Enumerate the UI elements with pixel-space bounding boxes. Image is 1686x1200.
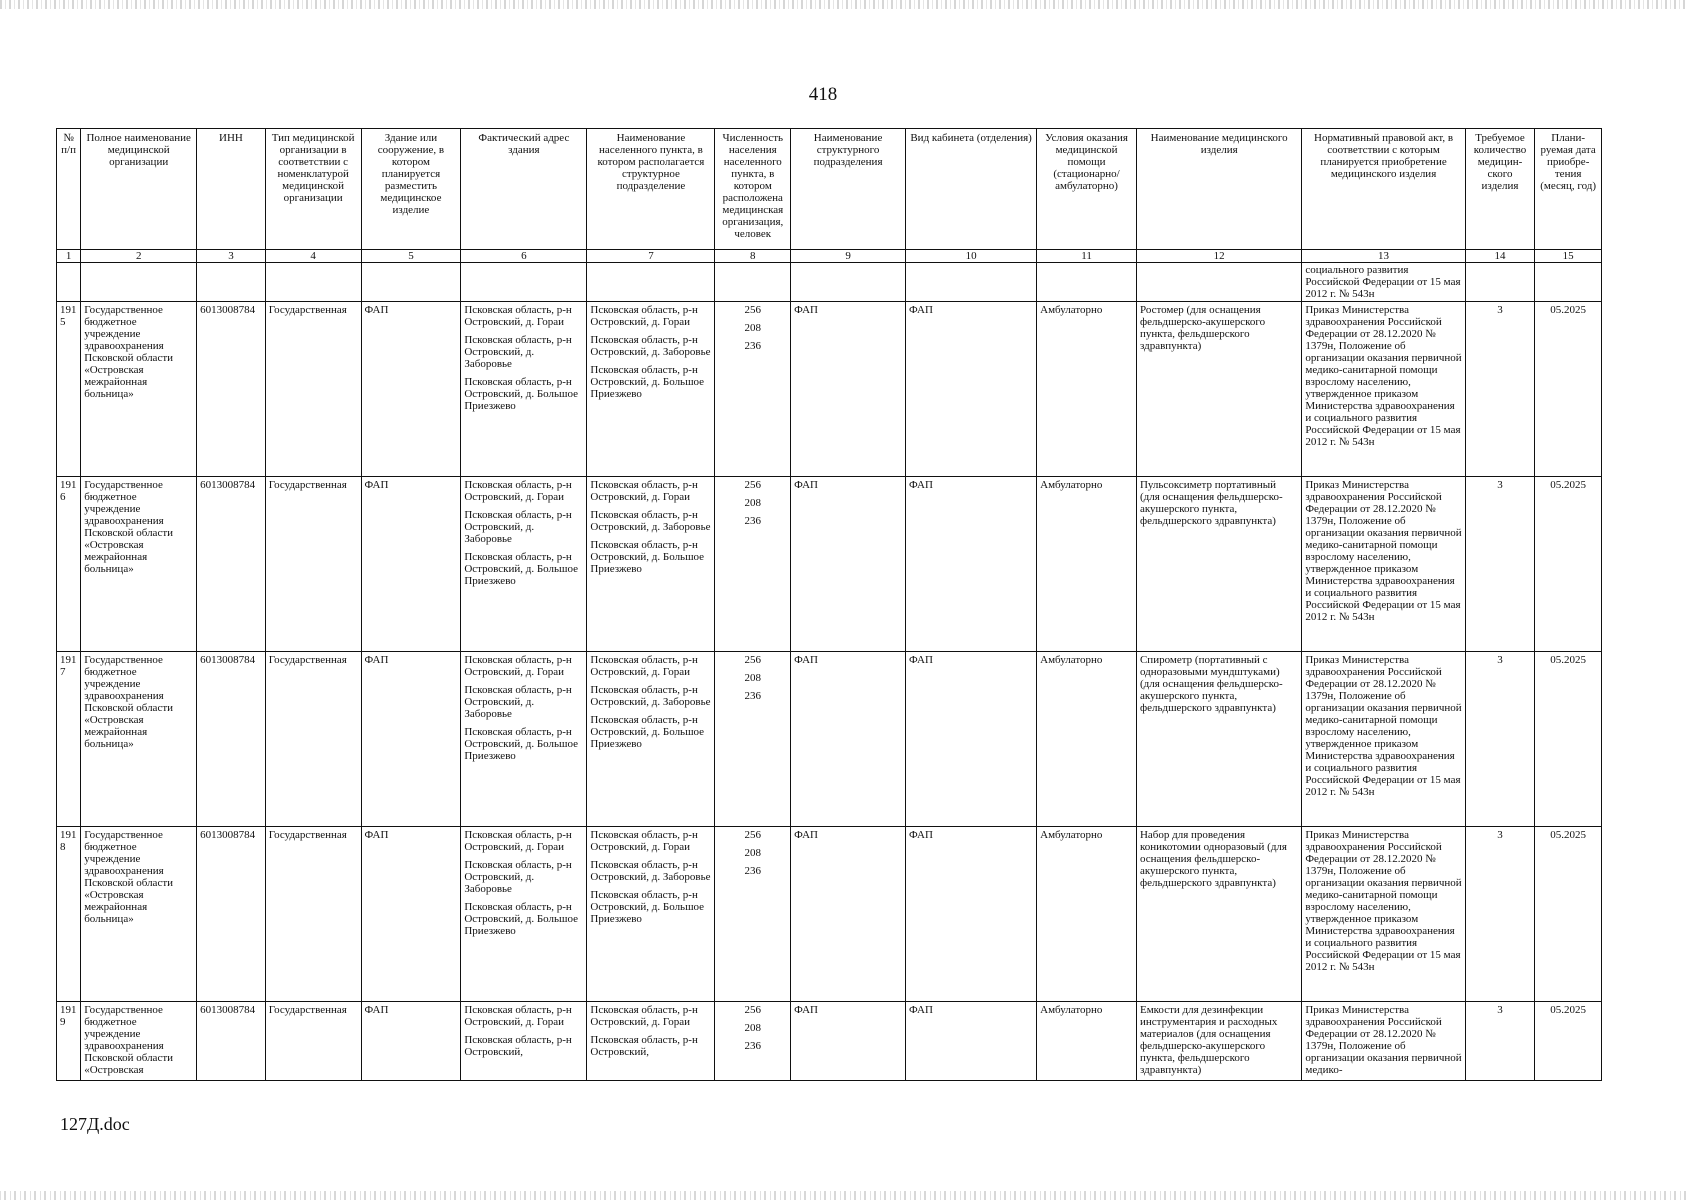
column-number: 3	[197, 250, 266, 263]
column-number: 14	[1465, 250, 1535, 263]
column-number: 10	[906, 250, 1037, 263]
purchase-date: 05.2025	[1535, 477, 1602, 652]
column-number: 2	[81, 250, 197, 263]
population: 256	[744, 654, 762, 666]
footer-filename: 127Д.doc	[60, 1114, 130, 1134]
population: 256	[744, 829, 762, 841]
inn: 6013008784	[197, 652, 266, 827]
column-number: 12	[1136, 250, 1301, 263]
table-row	[57, 302, 1602, 477]
header-cell: Плани-руемая дата приобре-тения (месяц, год)	[1535, 129, 1602, 250]
scan-edge-top	[0, 0, 1686, 9]
population-cell	[715, 477, 791, 652]
population: 208	[744, 497, 762, 509]
purchase-date: 05.2025	[1535, 302, 1602, 477]
org-name: Государственное бюджетное учреждение здравоохранения Псковской области «Островская межрайонная больница»	[81, 827, 197, 1002]
device-name: Пульсоксиметр портативный (для оснащения фельдшерско-акушерского пункта, фельдшерского здравпункта)	[1136, 477, 1301, 652]
address-cell	[461, 652, 587, 827]
population: 256	[744, 1004, 762, 1016]
address: Псковская область, р-н Островский, д. Горaи	[464, 479, 572, 503]
address: Псковская область, р-н Островский, д. Заборовье	[464, 334, 572, 370]
address: Псковская область, р-н Островский, д. Большое Приезжево	[464, 901, 579, 937]
column-number: 13	[1302, 250, 1465, 263]
header-cell: Требуемое количество медицин-ского изделия	[1465, 129, 1535, 250]
inn: 6013008784	[197, 302, 266, 477]
locality: Псковская область, р-н Островский, д. Заборовье	[590, 334, 711, 358]
locality: Псковская область, р-н Островский, д. Горaи	[590, 654, 698, 678]
locality-cell	[587, 652, 715, 827]
locality: Псковская область, р-н Островский, д. Большое Приезжево	[590, 364, 705, 400]
legal-act: Приказ Министерства здравоохранения Российской Федерации от 28.12.2020 № 1379н, Положение об организации оказания первичной медико-	[1302, 1002, 1465, 1081]
population: 208	[744, 847, 762, 859]
building: ФАП	[361, 652, 461, 827]
header-cell: Фактический адрес здания	[461, 129, 587, 250]
address-cell	[461, 477, 587, 652]
legal-act: Приказ Министерства здравоохранения Российской Федерации от 28.12.2020 № 1379н, Положение об организации оказания первичной медико-санитарной помощи взрослому населению, утвержденное приказом Министерства здравоохранения и социального развития Российской Федерации от 15 мая 2012 г. № 543н	[1302, 302, 1465, 477]
conditions: Амбулаторно	[1037, 302, 1137, 477]
column-number: 9	[791, 250, 906, 263]
cabinet: ФАП	[906, 652, 1037, 827]
org-type: Государственная	[265, 1002, 361, 1081]
header-row	[57, 129, 1602, 250]
device-name: Ростомер (для оснащения фельдшерско-акушерского пункта, фельдшерского здравпункта)	[1136, 302, 1301, 477]
table-row	[57, 827, 1602, 1002]
row-number: 1917	[57, 652, 81, 827]
quantity: 3	[1465, 302, 1535, 477]
locality-cell	[587, 1002, 715, 1081]
quantity: 3	[1465, 1002, 1535, 1081]
address: Псковская область, р-н Островский, д. Большое Приезжево	[464, 551, 579, 587]
locality: Псковская область, р-н Островский, д. Горaи	[590, 1004, 698, 1028]
address: Псковская область, р-н Островский, д. Горaи	[464, 1004, 572, 1028]
population: 208	[744, 672, 762, 684]
quantity: 3	[1465, 477, 1535, 652]
header-cell: Наименование населенного пункта, в котором располагается структурное подразделение	[587, 129, 715, 250]
cabinet: ФАП	[906, 302, 1037, 477]
column-number: 4	[265, 250, 361, 263]
org-type: Государственная	[265, 652, 361, 827]
locality: Псковская область, р-н Островский, д. Горaи	[590, 479, 698, 503]
locality-cell	[587, 477, 715, 652]
org-name: Государственное бюджетное учреждение здравоохранения Псковской области «Островская межрайонная больница»	[81, 477, 197, 652]
population: 208	[744, 322, 762, 334]
row-number: 1919	[57, 1002, 81, 1081]
population: 236	[744, 1040, 762, 1052]
address-cell	[461, 827, 587, 1002]
population-cell	[715, 1002, 791, 1081]
locality: Псковская область, р-н Островский,	[590, 1034, 698, 1058]
locality-cell	[587, 827, 715, 1002]
cabinet: ФАП	[906, 1002, 1037, 1081]
column-number-row	[57, 250, 1602, 263]
header-cell: ИНН	[197, 129, 266, 250]
population-cell	[715, 652, 791, 827]
header-cell: Вид кабинета (отделения)	[906, 129, 1037, 250]
column-number: 11	[1037, 250, 1137, 263]
scan-edge-bottom	[0, 1191, 1686, 1200]
header-cell: Наименование структурного подразделения	[791, 129, 906, 250]
device-name: Набор для проведения коникотомии одноразовый (для оснащения фельдшерско-акушерского пункта, фельдшерского здравпункта)	[1136, 827, 1301, 1002]
address: Псковская область, р-н Островский, д. Заборовье	[464, 859, 572, 895]
building: ФАП	[361, 477, 461, 652]
address: Псковская область, р-н Островский,	[464, 1034, 572, 1058]
registry-table	[56, 128, 1602, 1081]
population-cell	[715, 302, 791, 477]
conditions: Амбулаторно	[1037, 477, 1137, 652]
device-name: Спирометр (портативный с одноразовыми мундштуками) (для оснащения фельдшерско-акушерского пункта, фельдшерского здравпункта)	[1136, 652, 1301, 827]
inn: 6013008784	[197, 1002, 266, 1081]
org-type: Государственная	[265, 827, 361, 1002]
population: 256	[744, 479, 762, 491]
continuation-row	[57, 263, 1602, 302]
address: Псковская область, р-н Островский, д. Горaи	[464, 829, 572, 853]
cabinet: ФАП	[906, 477, 1037, 652]
address: Псковская область, р-н Островский, д. Большое Приезжево	[464, 376, 579, 412]
quantity: 3	[1465, 652, 1535, 827]
column-number: 8	[715, 250, 791, 263]
org-name: Государственное бюджетное учреждение здравоохранения Псковской области «Островская	[81, 1002, 197, 1081]
locality-cell	[587, 302, 715, 477]
table-row	[57, 652, 1602, 827]
conditions: Амбулаторно	[1037, 827, 1137, 1002]
device-name: Емкости для дезинфекции инструментария и расходных материалов (для оснащения фельдшерско-акушерского пункта, фельдшерского здравпункта)	[1136, 1002, 1301, 1081]
quantity: 3	[1465, 827, 1535, 1002]
subdivision: ФАП	[791, 1002, 906, 1081]
population: 236	[744, 865, 762, 877]
header-cell: № п/п	[57, 129, 81, 250]
population: 236	[744, 515, 762, 527]
org-type: Государственная	[265, 302, 361, 477]
locality: Псковская область, р-н Островский, д. Заборовье	[590, 859, 711, 883]
locality: Псковская область, р-н Островский, д. Большое Приезжево	[590, 889, 705, 925]
cabinet: ФАП	[906, 827, 1037, 1002]
building: ФАП	[361, 827, 461, 1002]
table-row	[57, 1002, 1602, 1081]
address: Псковская область, р-н Островский, д. Заборовье	[464, 509, 572, 545]
inn: 6013008784	[197, 477, 266, 652]
org-type: Государственная	[265, 477, 361, 652]
address-cell	[461, 302, 587, 477]
page-number: 418	[808, 84, 838, 105]
address: Псковская область, р-н Островский, д. Большое Приезжево	[464, 726, 579, 762]
conditions: Амбулаторно	[1037, 652, 1137, 827]
address: Псковская область, р-н Островский, д. Горaи	[464, 654, 572, 678]
column-number: 15	[1535, 250, 1602, 263]
address: Псковская область, р-н Островский, д. Заборовье	[464, 684, 572, 720]
column-number: 5	[361, 250, 461, 263]
population: 256	[744, 304, 762, 316]
locality: Псковская область, р-н Островский, д. Горaи	[590, 304, 698, 328]
header-cell: Численность населения населенного пункта, в котором расположена медицинская организация, человек	[715, 129, 791, 250]
locality: Псковская область, р-н Островский, д. Заборовье	[590, 509, 711, 533]
header-cell: Полное наименование медицинской организации	[81, 129, 197, 250]
address: Псковская область, р-н Островский, д. Горaи	[464, 304, 572, 328]
legal-act: Приказ Министерства здравоохранения Российской Федерации от 28.12.2020 № 1379н, Положение об организации оказания первичной медико-санитарной помощи взрослому населению, утвержденное приказом Министерства здравоохранения и социального развития Российской Федерации от 15 мая 2012 г. № 543н	[1302, 827, 1465, 1002]
subdivision: ФАП	[791, 827, 906, 1002]
address-cell	[461, 1002, 587, 1081]
act-continuation: социального развития Российской Федерации от 15 мая 2012 г. № 543н	[1302, 263, 1465, 302]
table-row	[57, 477, 1602, 652]
population-cell	[715, 827, 791, 1002]
purchase-date: 05.2025	[1535, 1002, 1602, 1081]
column-number: 1	[57, 250, 81, 263]
inn: 6013008784	[197, 827, 266, 1002]
header-cell: Здание или сооружение, в котором планируется разместить медицинское изделие	[361, 129, 461, 250]
org-name: Государственное бюджетное учреждение здравоохранения Псковской области «Островская межрайонная больница»	[81, 652, 197, 827]
locality: Псковская область, р-н Островский, д. Большое Приезжево	[590, 539, 705, 575]
header-cell: Условия оказания медицинской помощи (стационарно/ амбулаторно)	[1037, 129, 1137, 250]
population: 208	[744, 1022, 762, 1034]
row-number: 1916	[57, 477, 81, 652]
locality: Псковская область, р-н Островский, д. Горaи	[590, 829, 698, 853]
legal-act: Приказ Министерства здравоохранения Российской Федерации от 28.12.2020 № 1379н, Положение об организации оказания первичной медико-санитарной помощи взрослому населению, утвержденное приказом Министерства здравоохранения и социального развития Российской Федерации от 15 мая 2012 г. № 543н	[1302, 652, 1465, 827]
header-cell: Тип медицинской организации в соответствии с номенклатурой медицинской организации	[265, 129, 361, 250]
column-number: 7	[587, 250, 715, 263]
column-number: 6	[461, 250, 587, 263]
subdivision: ФАП	[791, 302, 906, 477]
purchase-date: 05.2025	[1535, 827, 1602, 1002]
locality: Псковская область, р-н Островский, д. Большое Приезжево	[590, 714, 705, 750]
row-number: 1918	[57, 827, 81, 1002]
population: 236	[744, 690, 762, 702]
building: ФАП	[361, 302, 461, 477]
legal-act: Приказ Министерства здравоохранения Российской Федерации от 28.12.2020 № 1379н, Положение об организации оказания первичной медико-санитарной помощи взрослому населению, утвержденное приказом Министерства здравоохранения и социального развития Российской Федерации от 15 мая 2012 г. № 543н	[1302, 477, 1465, 652]
header-cell: Наименование медицинского изделия	[1136, 129, 1301, 250]
subdivision: ФАП	[791, 652, 906, 827]
population: 236	[744, 340, 762, 352]
header-cell: Нормативный правовой акт, в соответствии с которым планируется приобретение медицинского изделия	[1302, 129, 1465, 250]
conditions: Амбулаторно	[1037, 1002, 1137, 1081]
row-number: 1915	[57, 302, 81, 477]
locality: Псковская область, р-н Островский, д. Заборовье	[590, 684, 711, 708]
org-name: Государственное бюджетное учреждение здравоохранения Псковской области «Островская межрайонная больница»	[81, 302, 197, 477]
building: ФАП	[361, 1002, 461, 1081]
subdivision: ФАП	[791, 477, 906, 652]
purchase-date: 05.2025	[1535, 652, 1602, 827]
